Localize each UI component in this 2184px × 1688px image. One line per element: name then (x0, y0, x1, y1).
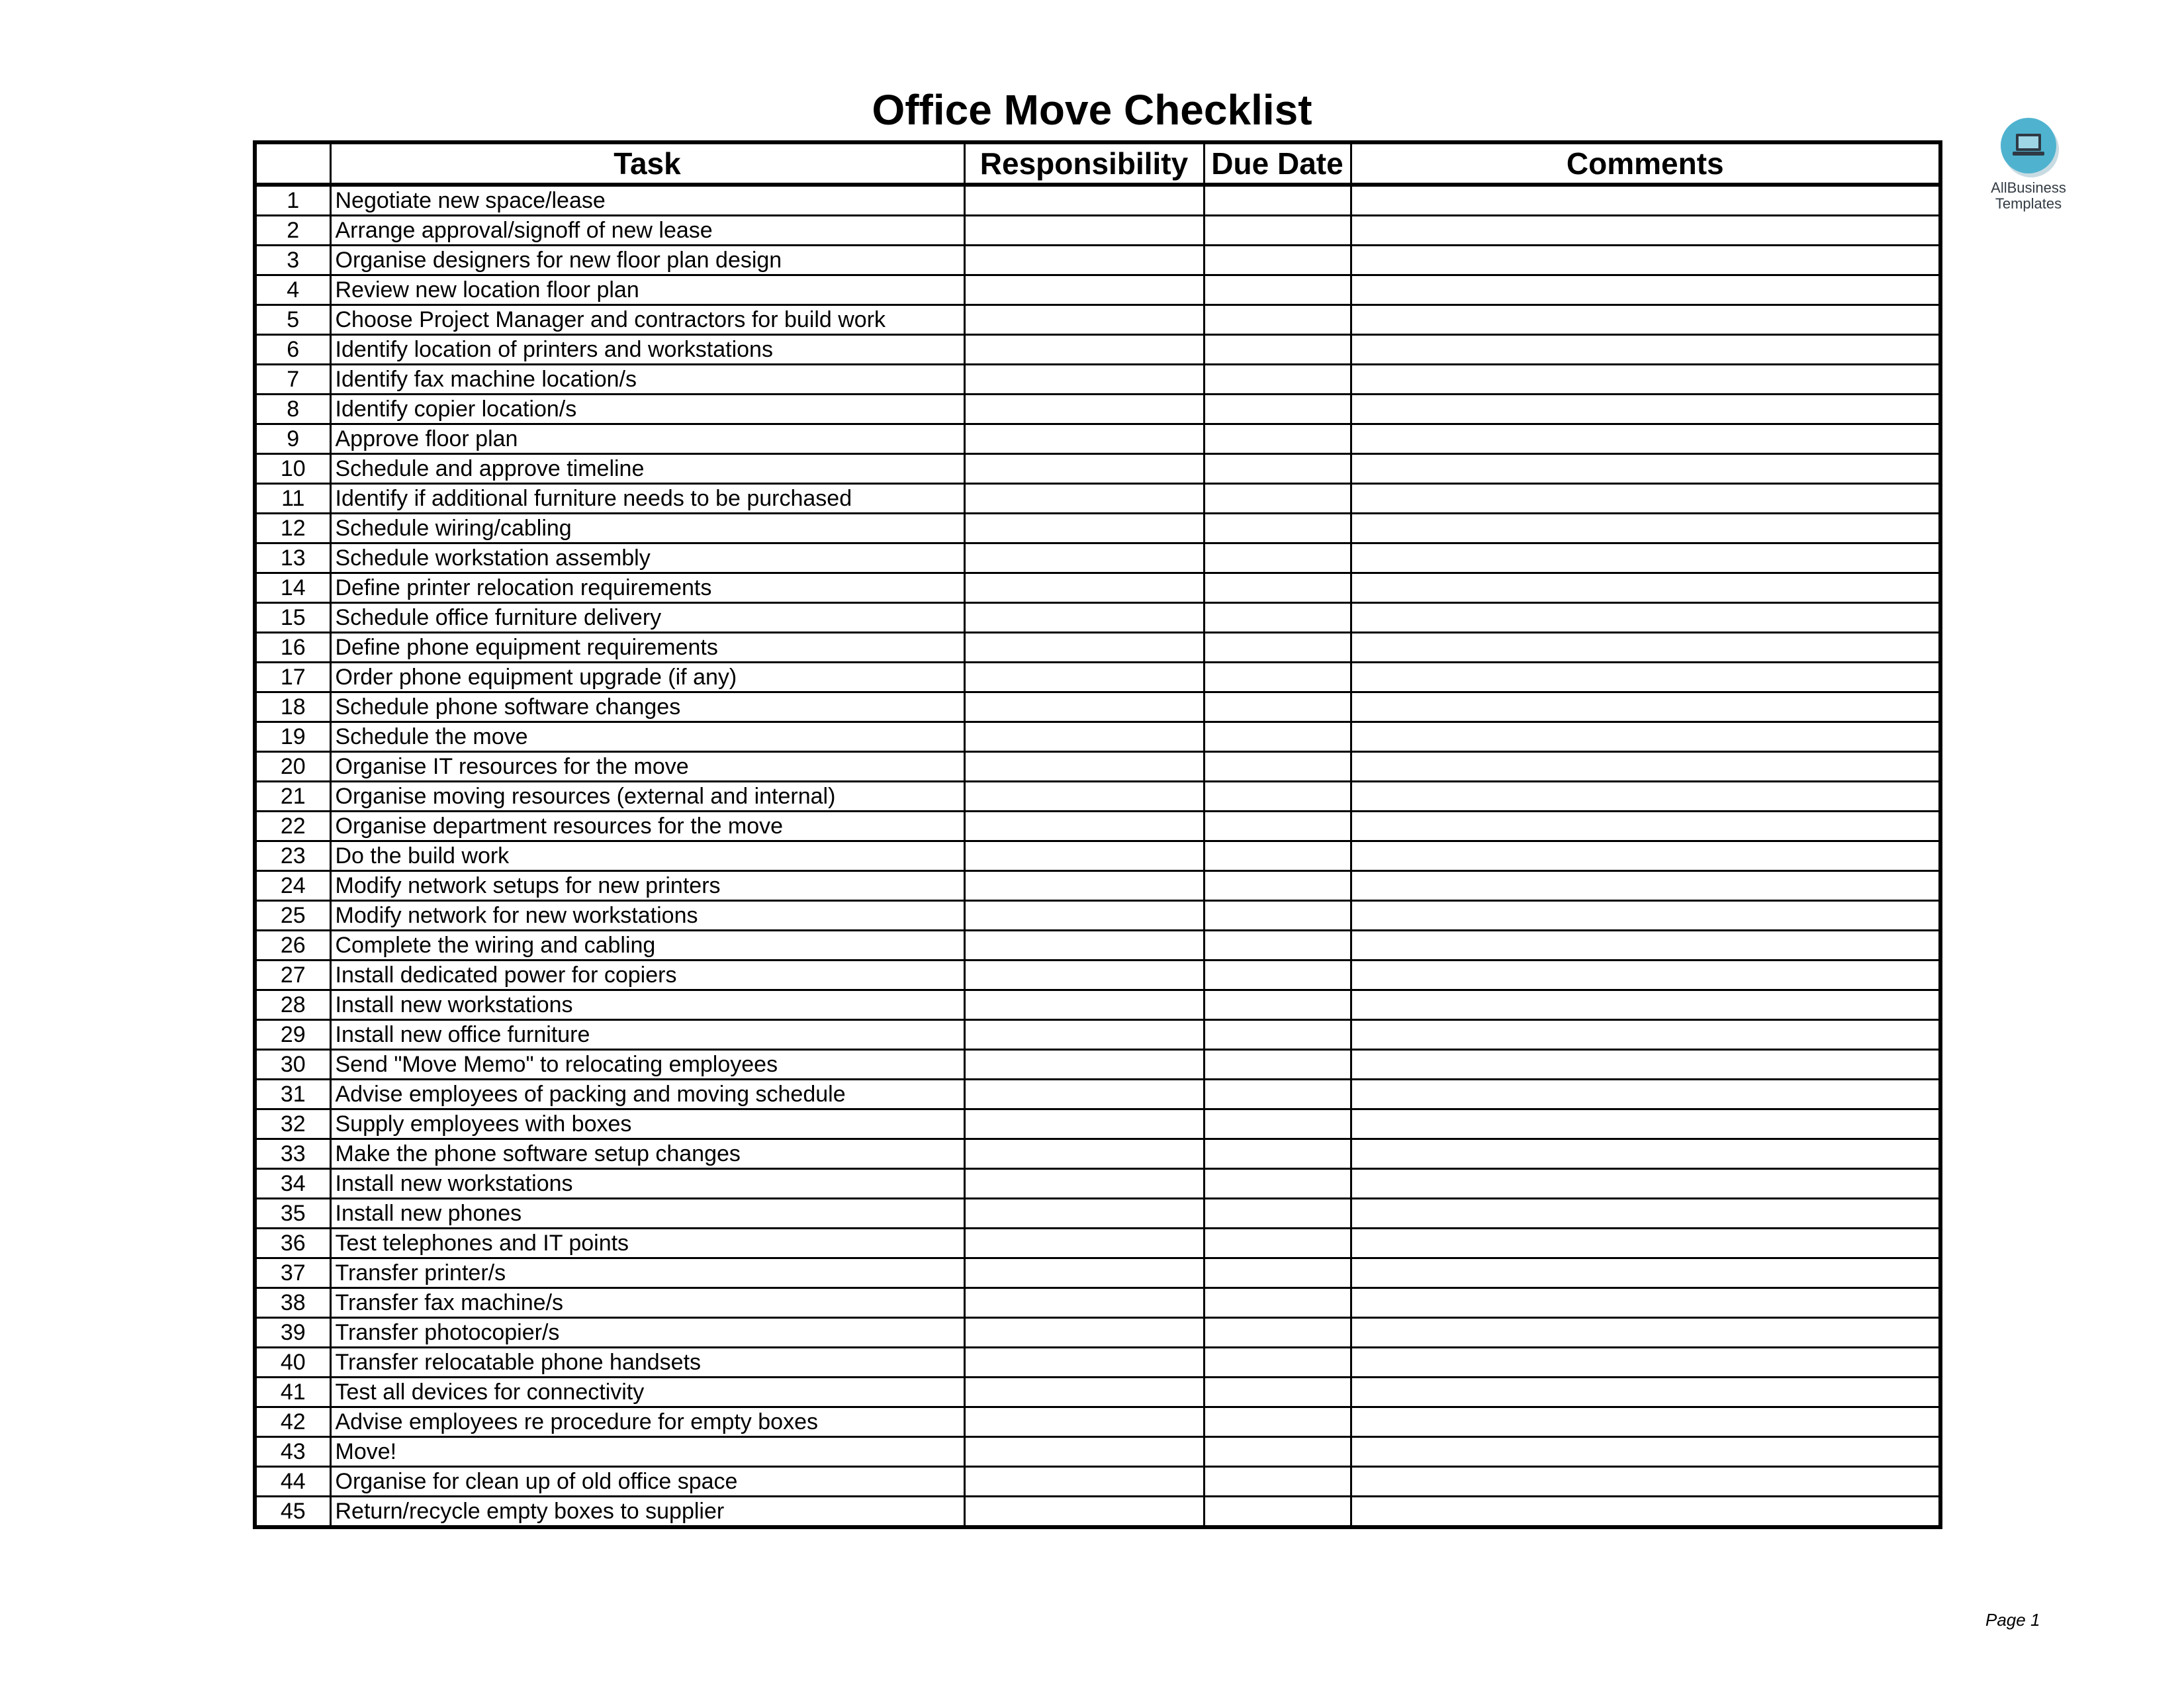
row-number: 9 (255, 424, 330, 454)
task-cell: Transfer fax machine/s (330, 1288, 964, 1318)
comments-cell[interactable] (1351, 722, 1940, 752)
responsibility-cell[interactable] (964, 931, 1204, 961)
column-header-responsibility: Responsibility (964, 142, 1204, 185)
table-row (255, 275, 1940, 305)
row-number: 42 (255, 1407, 330, 1437)
table-row (255, 1169, 1940, 1199)
comments-cell[interactable] (1351, 931, 1940, 961)
task-cell: Schedule the move (330, 722, 964, 752)
due-date-cell[interactable] (1204, 1169, 1351, 1199)
task-cell: Supply employees with boxes (330, 1109, 964, 1139)
row-number: 34 (255, 1169, 330, 1199)
due-date-cell[interactable] (1204, 1378, 1351, 1407)
table-row (255, 454, 1940, 484)
table-row (255, 841, 1940, 871)
task-cell: Transfer photocopier/s (330, 1318, 964, 1348)
comments-cell[interactable] (1351, 901, 1940, 931)
due-date-cell[interactable] (1204, 365, 1351, 395)
task-cell: Organise department resources for the move (330, 812, 964, 841)
due-date-cell[interactable] (1204, 275, 1351, 305)
responsibility-cell[interactable] (964, 1199, 1204, 1229)
comments-cell[interactable] (1351, 484, 1940, 514)
task-cell: Modify network setups for new printers (330, 871, 964, 901)
table-row (255, 185, 1940, 216)
due-date-cell[interactable] (1204, 1139, 1351, 1169)
comments-cell[interactable] (1351, 1258, 1940, 1288)
row-number: 19 (255, 722, 330, 752)
due-date-cell[interactable] (1204, 543, 1351, 573)
task-cell: Define printer relocation requirements (330, 573, 964, 603)
column-header-number (255, 142, 330, 185)
task-cell: Install new office furniture (330, 1020, 964, 1050)
table-row (255, 395, 1940, 424)
comments-cell[interactable] (1351, 1139, 1940, 1169)
table-row (255, 901, 1940, 931)
task-cell: Identify location of printers and workstations (330, 335, 964, 365)
task-cell: Schedule workstation assembly (330, 543, 964, 573)
task-cell: Approve floor plan (330, 424, 964, 454)
row-number: 36 (255, 1229, 330, 1258)
due-date-cell[interactable] (1204, 185, 1351, 216)
responsibility-cell[interactable] (964, 275, 1204, 305)
table-row (255, 484, 1940, 514)
due-date-cell[interactable] (1204, 1020, 1351, 1050)
due-date-cell[interactable] (1204, 335, 1351, 365)
task-cell: Schedule office furniture delivery (330, 603, 964, 633)
due-date-cell[interactable] (1204, 1288, 1351, 1318)
row-number: 33 (255, 1139, 330, 1169)
table-row (255, 1378, 1940, 1407)
column-header-comments: Comments (1351, 142, 1940, 185)
task-cell: Choose Project Manager and contractors for build work (330, 305, 964, 335)
column-header-due-date: Due Date (1204, 142, 1351, 185)
table-row (255, 1318, 1940, 1348)
due-date-cell[interactable] (1204, 305, 1351, 335)
task-cell: Install dedicated power for copiers (330, 961, 964, 990)
due-date-cell[interactable] (1204, 246, 1351, 275)
comments-cell[interactable] (1351, 961, 1940, 990)
due-date-cell[interactable] (1204, 1050, 1351, 1080)
row-number: 38 (255, 1288, 330, 1318)
comments-cell[interactable] (1351, 216, 1940, 246)
task-cell: Identify fax machine location/s (330, 365, 964, 395)
responsibility-cell[interactable] (964, 782, 1204, 812)
responsibility-cell[interactable] (964, 1020, 1204, 1050)
table-header-row (255, 142, 1940, 185)
table-row (255, 931, 1940, 961)
row-number: 39 (255, 1318, 330, 1348)
due-date-cell[interactable] (1204, 603, 1351, 633)
due-date-cell[interactable] (1204, 812, 1351, 841)
due-date-cell[interactable] (1204, 901, 1351, 931)
responsibility-cell[interactable] (964, 1407, 1204, 1437)
comments-cell[interactable] (1351, 246, 1940, 275)
row-number: 41 (255, 1378, 330, 1407)
row-number: 25 (255, 901, 330, 931)
comments-cell[interactable] (1351, 1229, 1940, 1258)
task-cell: Send "Move Memo" to relocating employees (330, 1050, 964, 1080)
task-cell: Install new workstations (330, 1169, 964, 1199)
brand-name-line1: AllBusiness (1991, 179, 2066, 196)
due-date-cell[interactable] (1204, 395, 1351, 424)
task-cell: Install new phones (330, 1199, 964, 1229)
comments-cell[interactable] (1351, 603, 1940, 633)
table-row (255, 543, 1940, 573)
task-rows (255, 185, 1940, 1527)
table-row (255, 782, 1940, 812)
comments-cell[interactable] (1351, 573, 1940, 603)
page-title: Office Move Checklist (872, 86, 1312, 134)
comments-cell[interactable] (1351, 365, 1940, 395)
responsibility-cell[interactable] (964, 1169, 1204, 1199)
table-row (255, 1407, 1940, 1437)
comments-cell[interactable] (1351, 185, 1940, 216)
table-row (255, 1258, 1940, 1288)
row-number: 3 (255, 246, 330, 275)
table-row (255, 1497, 1940, 1528)
comments-cell[interactable] (1351, 782, 1940, 812)
responsibility-cell[interactable] (964, 722, 1204, 752)
due-date-cell[interactable] (1204, 841, 1351, 871)
comments-cell[interactable] (1351, 663, 1940, 692)
row-number: 24 (255, 871, 330, 901)
due-date-cell[interactable] (1204, 961, 1351, 990)
comments-cell[interactable] (1351, 1109, 1940, 1139)
comments-cell[interactable] (1351, 335, 1940, 365)
responsibility-cell[interactable] (964, 603, 1204, 633)
comments-cell[interactable] (1351, 305, 1940, 335)
responsibility-cell[interactable] (964, 1109, 1204, 1139)
table-row (255, 365, 1940, 395)
due-date-cell[interactable] (1204, 1080, 1351, 1109)
comments-cell[interactable] (1351, 395, 1940, 424)
comments-cell[interactable] (1351, 275, 1940, 305)
task-cell: Advise employees re procedure for empty boxes (330, 1407, 964, 1437)
task-cell: Advise employees of packing and moving schedule (330, 1080, 964, 1109)
comments-cell[interactable] (1351, 1080, 1940, 1109)
row-number: 21 (255, 782, 330, 812)
responsibility-cell[interactable] (964, 424, 1204, 454)
due-date-cell[interactable] (1204, 990, 1351, 1020)
responsibility-cell[interactable] (964, 1378, 1204, 1407)
row-number: 5 (255, 305, 330, 335)
task-cell: Test telephones and IT points (330, 1229, 964, 1258)
comments-cell[interactable] (1351, 1020, 1940, 1050)
brand-logo (1976, 118, 2081, 212)
comments-cell[interactable] (1351, 692, 1940, 722)
comments-cell[interactable] (1351, 1348, 1940, 1378)
task-cell: Identify if additional furniture needs to be purchased (330, 484, 964, 514)
due-date-cell[interactable] (1204, 1348, 1351, 1378)
row-number: 16 (255, 633, 330, 663)
comments-cell[interactable] (1351, 1407, 1940, 1437)
table-row (255, 424, 1940, 454)
comments-cell[interactable] (1351, 1437, 1940, 1467)
table-row (255, 1229, 1940, 1258)
due-date-cell[interactable] (1204, 752, 1351, 782)
responsibility-cell[interactable] (964, 841, 1204, 871)
table-row (255, 514, 1940, 543)
comments-cell[interactable] (1351, 990, 1940, 1020)
row-number: 35 (255, 1199, 330, 1229)
responsibility-cell[interactable] (964, 335, 1204, 365)
responsibility-cell[interactable] (964, 246, 1204, 275)
responsibility-cell[interactable] (964, 365, 1204, 395)
due-date-cell[interactable] (1204, 484, 1351, 514)
brand-name-line2: Templates (1995, 195, 2062, 212)
responsibility-cell[interactable] (964, 1050, 1204, 1080)
row-number: 8 (255, 395, 330, 424)
task-cell: Organise moving resources (external and internal) (330, 782, 964, 812)
comments-cell[interactable] (1351, 424, 1940, 454)
due-date-cell[interactable] (1204, 931, 1351, 961)
due-date-cell[interactable] (1204, 216, 1351, 246)
responsibility-cell[interactable] (964, 812, 1204, 841)
laptop-icon (2001, 118, 2056, 173)
task-cell: Move! (330, 1437, 964, 1467)
row-number: 23 (255, 841, 330, 871)
task-cell: Schedule and approve timeline (330, 454, 964, 484)
row-number: 15 (255, 603, 330, 633)
table-row (255, 1288, 1940, 1318)
responsibility-cell[interactable] (964, 216, 1204, 246)
task-cell: Negotiate new space/lease (330, 185, 964, 216)
comments-cell[interactable] (1351, 543, 1940, 573)
table-row (255, 633, 1940, 663)
table-row (255, 1109, 1940, 1139)
row-number: 1 (255, 185, 330, 216)
table-row (255, 812, 1940, 841)
responsibility-cell[interactable] (964, 185, 1204, 216)
row-number: 29 (255, 1020, 330, 1050)
table-row (255, 990, 1940, 1020)
responsibility-cell[interactable] (964, 633, 1204, 663)
table-row (255, 305, 1940, 335)
comments-cell[interactable] (1351, 514, 1940, 543)
due-date-cell[interactable] (1204, 1258, 1351, 1288)
due-date-cell[interactable] (1204, 871, 1351, 901)
table-row (255, 573, 1940, 603)
row-number: 37 (255, 1258, 330, 1288)
comments-cell[interactable] (1351, 871, 1940, 901)
table-row (255, 335, 1940, 365)
task-cell: Install new workstations (330, 990, 964, 1020)
row-number: 12 (255, 514, 330, 543)
responsibility-cell[interactable] (964, 1437, 1204, 1467)
table-row (255, 1020, 1940, 1050)
row-number: 22 (255, 812, 330, 841)
table-row (255, 1080, 1940, 1109)
responsibility-cell[interactable] (964, 305, 1204, 335)
table-row (255, 1348, 1940, 1378)
responsibility-cell[interactable] (964, 901, 1204, 931)
task-cell: Complete the wiring and cabling (330, 931, 964, 961)
row-number: 20 (255, 752, 330, 782)
comments-cell[interactable] (1351, 1467, 1940, 1497)
row-number: 43 (255, 1437, 330, 1467)
column-header-task: Task (330, 142, 964, 185)
responsibility-cell[interactable] (964, 484, 1204, 514)
due-date-cell[interactable] (1204, 722, 1351, 752)
responsibility-cell[interactable] (964, 514, 1204, 543)
row-number: 4 (255, 275, 330, 305)
task-cell: Arrange approval/signoff of new lease (330, 216, 964, 246)
row-number: 40 (255, 1348, 330, 1378)
row-number: 17 (255, 663, 330, 692)
row-number: 44 (255, 1467, 330, 1497)
responsibility-cell[interactable] (964, 692, 1204, 722)
table-row (255, 961, 1940, 990)
due-date-cell[interactable] (1204, 424, 1351, 454)
task-cell: Transfer relocatable phone handsets (330, 1348, 964, 1378)
responsibility-cell[interactable] (964, 1348, 1204, 1378)
table-row (255, 246, 1940, 275)
due-date-cell[interactable] (1204, 1109, 1351, 1139)
row-number: 27 (255, 961, 330, 990)
task-cell: Organise designers for new floor plan design (330, 246, 964, 275)
row-number: 18 (255, 692, 330, 722)
comments-cell[interactable] (1351, 454, 1940, 484)
checklist-table (253, 140, 1942, 1529)
task-cell: Make the phone software setup changes (330, 1139, 964, 1169)
comments-cell[interactable] (1351, 1318, 1940, 1348)
task-cell: Identify copier location/s (330, 395, 964, 424)
table-row (255, 1139, 1940, 1169)
comments-cell[interactable] (1351, 1378, 1940, 1407)
due-date-cell[interactable] (1204, 1497, 1351, 1528)
table-row (255, 752, 1940, 782)
table-row (255, 722, 1940, 752)
due-date-cell[interactable] (1204, 1467, 1351, 1497)
due-date-cell[interactable] (1204, 663, 1351, 692)
responsibility-cell[interactable] (964, 871, 1204, 901)
table-row (255, 871, 1940, 901)
due-date-cell[interactable] (1204, 782, 1351, 812)
row-number: 2 (255, 216, 330, 246)
table-row (255, 1199, 1940, 1229)
task-cell: Return/recycle empty boxes to supplier (330, 1497, 964, 1528)
responsibility-cell[interactable] (964, 663, 1204, 692)
responsibility-cell[interactable] (964, 543, 1204, 573)
responsibility-cell[interactable] (964, 1258, 1204, 1288)
responsibility-cell[interactable] (964, 454, 1204, 484)
due-date-cell[interactable] (1204, 633, 1351, 663)
responsibility-cell[interactable] (964, 752, 1204, 782)
table-row (255, 603, 1940, 633)
responsibility-cell[interactable] (964, 1139, 1204, 1169)
task-cell: Order phone equipment upgrade (if any) (330, 663, 964, 692)
responsibility-cell[interactable] (964, 1288, 1204, 1318)
comments-cell[interactable] (1351, 633, 1940, 663)
table-row (255, 216, 1940, 246)
due-date-cell[interactable] (1204, 1318, 1351, 1348)
table-row (255, 692, 1940, 722)
task-cell: Test all devices for connectivity (330, 1378, 964, 1407)
row-number: 13 (255, 543, 330, 573)
task-cell: Schedule phone software changes (330, 692, 964, 722)
table-row (255, 1050, 1940, 1080)
task-cell: Modify network for new workstations (330, 901, 964, 931)
due-date-cell[interactable] (1204, 1407, 1351, 1437)
table-row (255, 1437, 1940, 1467)
responsibility-cell[interactable] (964, 990, 1204, 1020)
task-cell: Organise for clean up of old office space (330, 1467, 964, 1497)
row-number: 32 (255, 1109, 330, 1139)
due-date-cell[interactable] (1204, 1437, 1351, 1467)
table-row (255, 1467, 1940, 1497)
comments-cell[interactable] (1351, 1050, 1940, 1080)
task-cell: Do the build work (330, 841, 964, 871)
row-number: 30 (255, 1050, 330, 1080)
comments-cell[interactable] (1351, 1199, 1940, 1229)
due-date-cell[interactable] (1204, 1229, 1351, 1258)
row-number: 14 (255, 573, 330, 603)
task-cell: Review new location floor plan (330, 275, 964, 305)
due-date-cell[interactable] (1204, 573, 1351, 603)
row-number: 11 (255, 484, 330, 514)
row-number: 45 (255, 1497, 330, 1528)
row-number: 28 (255, 990, 330, 1020)
responsibility-cell[interactable] (964, 1497, 1204, 1528)
row-number: 31 (255, 1080, 330, 1109)
task-cell: Organise IT resources for the move (330, 752, 964, 782)
comments-cell[interactable] (1351, 812, 1940, 841)
task-cell: Transfer printer/s (330, 1258, 964, 1288)
table-row (255, 663, 1940, 692)
row-number: 7 (255, 365, 330, 395)
responsibility-cell[interactable] (964, 573, 1204, 603)
row-number: 6 (255, 335, 330, 365)
row-number: 26 (255, 931, 330, 961)
due-date-cell[interactable] (1204, 1199, 1351, 1229)
comments-cell[interactable] (1351, 752, 1940, 782)
row-number: 10 (255, 454, 330, 484)
page-number: Page 1 (1985, 1610, 2040, 1630)
due-date-cell[interactable] (1204, 514, 1351, 543)
comments-cell[interactable] (1351, 1169, 1940, 1199)
due-date-cell[interactable] (1204, 454, 1351, 484)
responsibility-cell[interactable] (964, 1467, 1204, 1497)
responsibility-cell[interactable] (964, 961, 1204, 990)
due-date-cell[interactable] (1204, 692, 1351, 722)
responsibility-cell[interactable] (964, 1229, 1204, 1258)
comments-cell[interactable] (1351, 841, 1940, 871)
responsibility-cell[interactable] (964, 1080, 1204, 1109)
responsibility-cell[interactable] (964, 1318, 1204, 1348)
responsibility-cell[interactable] (964, 395, 1204, 424)
task-cell: Define phone equipment requirements (330, 633, 964, 663)
comments-cell[interactable] (1351, 1497, 1940, 1528)
comments-cell[interactable] (1351, 1288, 1940, 1318)
task-cell: Schedule wiring/cabling (330, 514, 964, 543)
